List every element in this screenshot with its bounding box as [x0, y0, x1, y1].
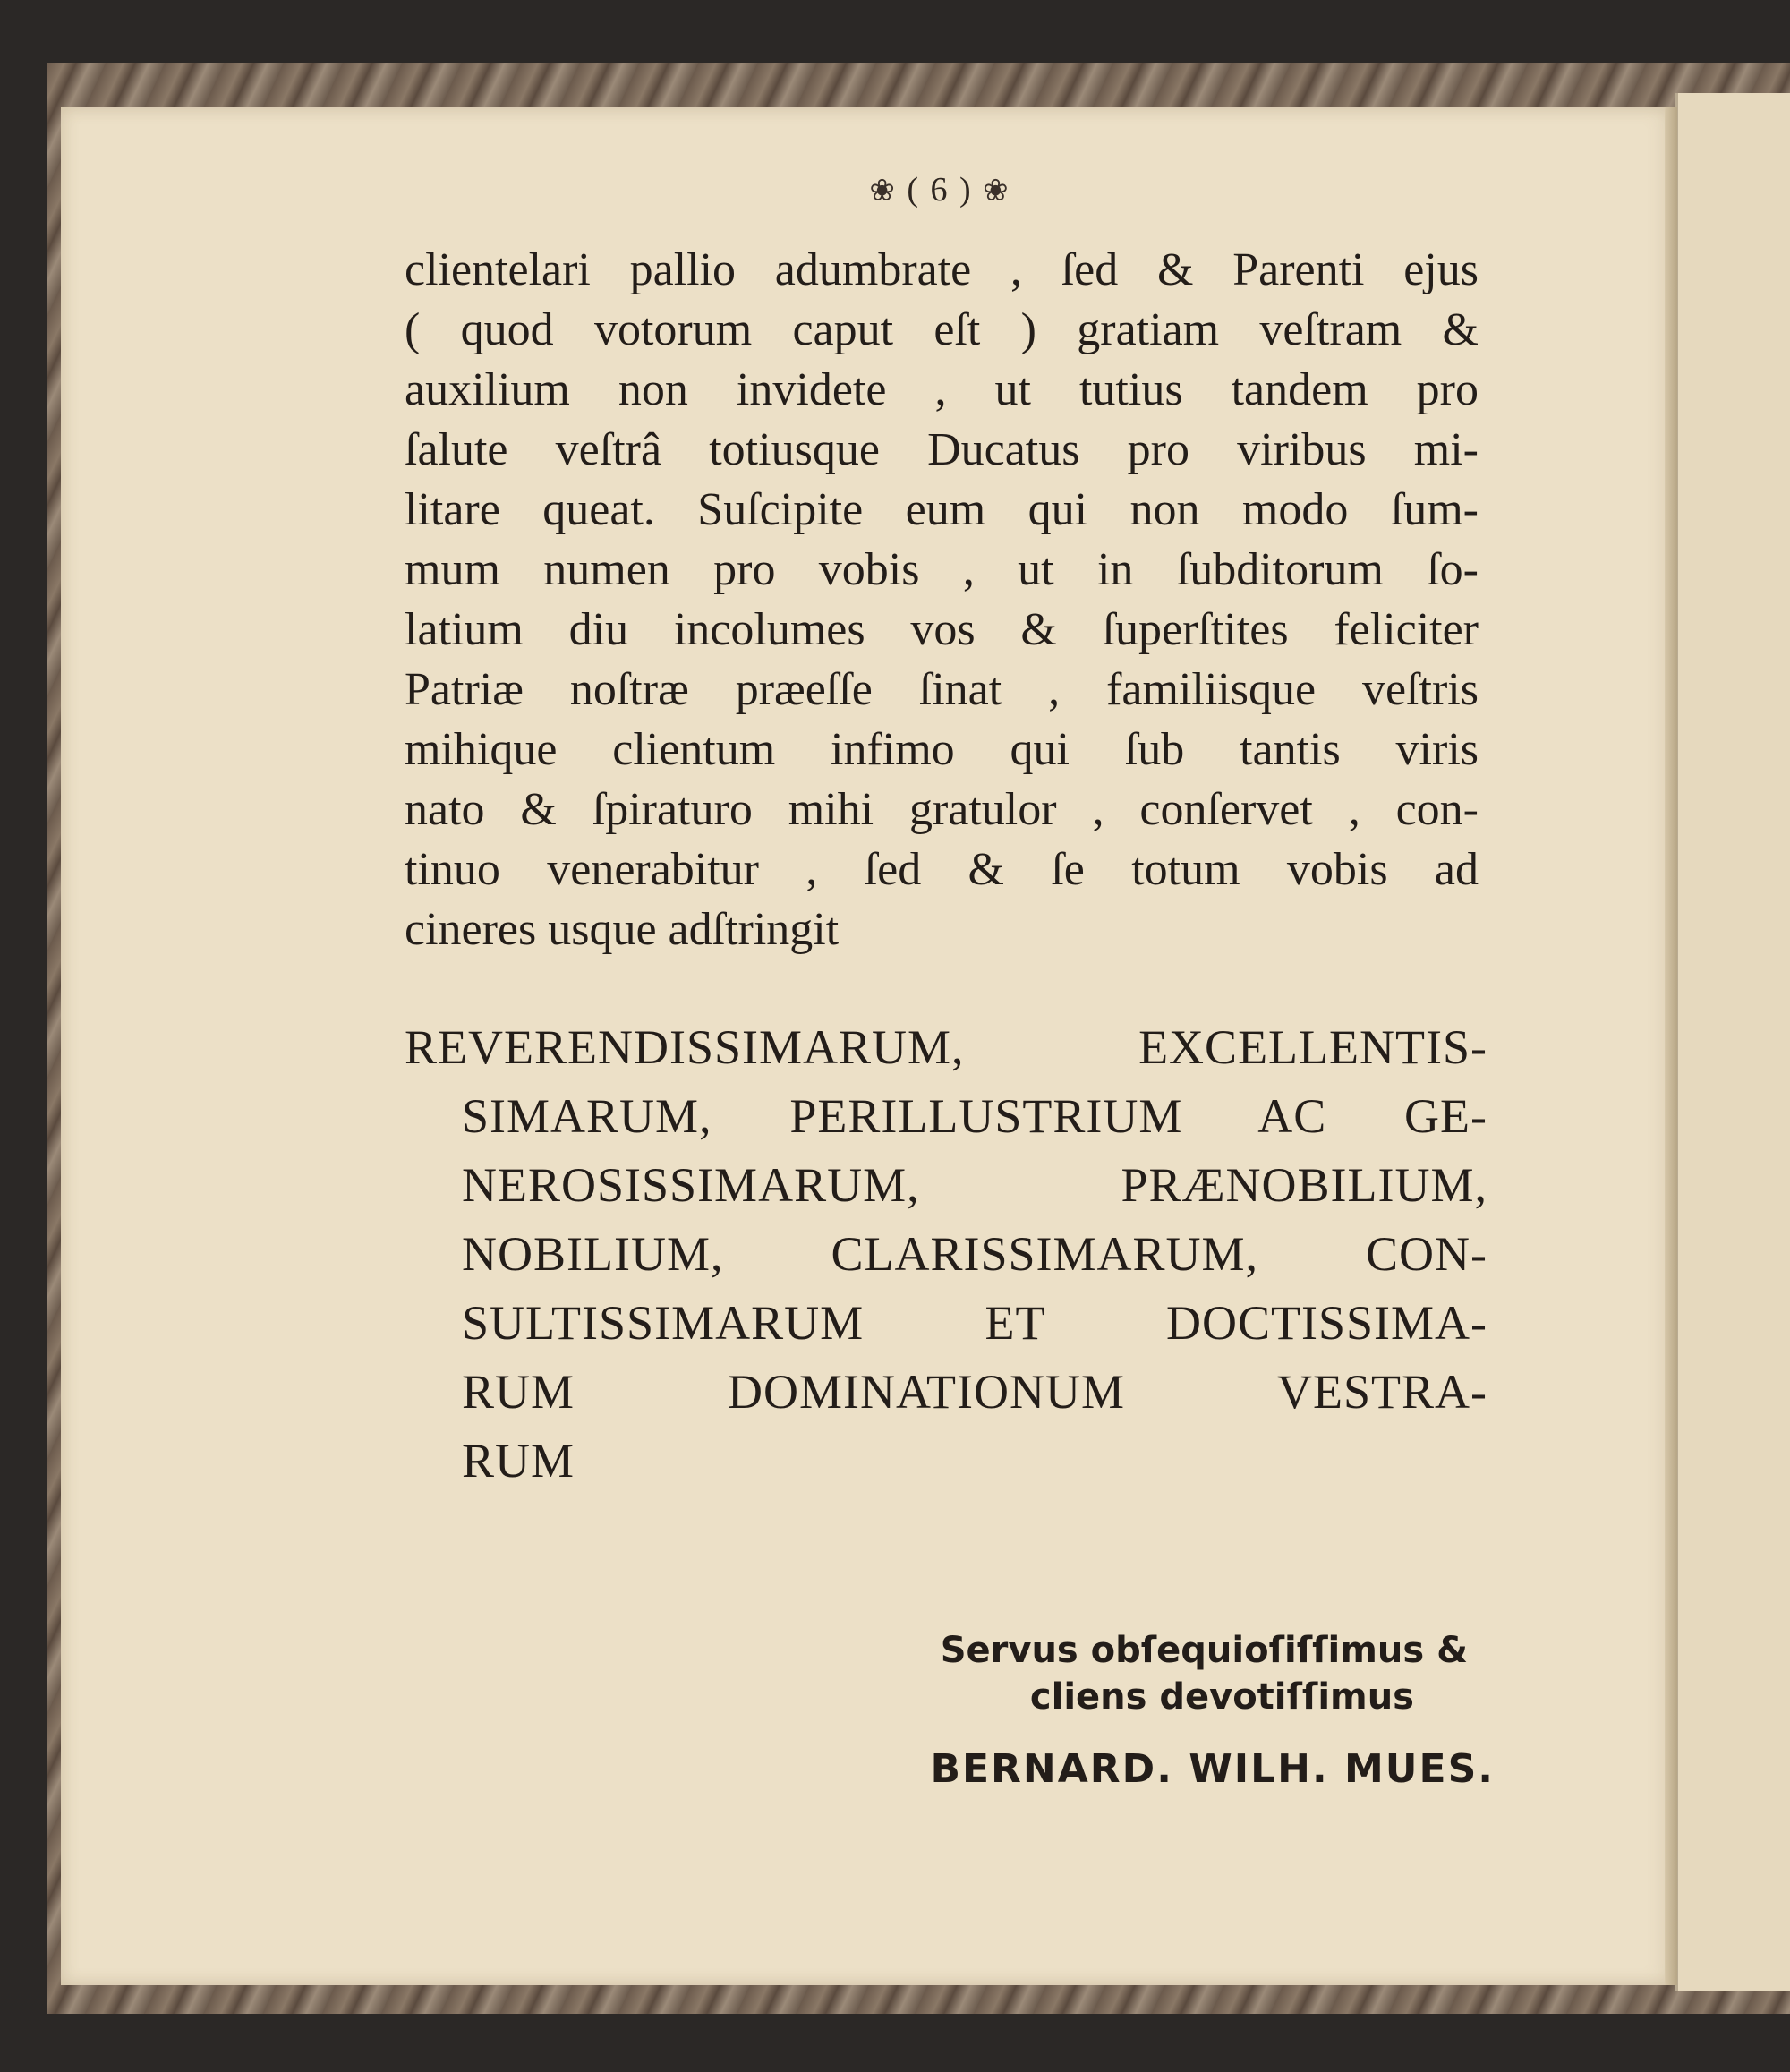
body-line: nato & ſpiraturo mihi gratulor , conſervet , con-: [405, 784, 1479, 835]
page-number: ( 6 ): [907, 171, 973, 209]
left-ornament-icon: ❀: [869, 175, 897, 208]
book-gutter: [1665, 107, 1677, 1985]
address-line: RUM: [462, 1434, 575, 1488]
author-name: BERNARD. WILH. MUES.: [930, 1746, 1495, 1792]
address-line: NOBILIUM, CLARISSIMARUM, CON-: [462, 1227, 1487, 1281]
right-ornament-icon: ❀: [983, 175, 1010, 208]
body-line: latium diu incolumes vos & ſuperſtites feliciter: [405, 604, 1479, 655]
address-line: SULTISSIMARUM ET DOCTISSIMA-: [462, 1296, 1487, 1350]
address-line: SIMARUM, PERILLUSTRIUM AC GE-: [462, 1089, 1487, 1143]
signature-block: [886, 1627, 1495, 1801]
body-line: ( quod votorum caput eſt ) gratiam veſtram &: [405, 304, 1479, 355]
body-line: litare queat. Suſcipite eum qui non modo ſum-: [405, 484, 1479, 535]
formal-address: [405, 1013, 1487, 1496]
body-line: clientelari pallio adumbrate , ſed & Parenti ejus: [405, 244, 1479, 295]
signature-line: Servus obſequioſiſſimus &: [940, 1630, 1468, 1671]
page-header: [823, 170, 1056, 209]
body-line: mum numen pro vobis , ut in ſubditorum ſo-: [405, 544, 1479, 595]
address-line: RUM DOMINATIONUM VESTRA-: [462, 1365, 1487, 1419]
body-line: auxilium non invidete , ut tutius tandem pro: [405, 364, 1479, 415]
body-line: ſalute veſtrâ totiusque Ducatus pro viribus mi-: [405, 424, 1479, 475]
body-line: Patriæ noſtræ præeſſe ſinat , familiisque veſtris: [405, 664, 1479, 715]
signature-line: cliens devotiſſimus: [1029, 1676, 1414, 1718]
body-line: tinuo venerabitur , ſed & ſe totum vobis ad: [405, 844, 1479, 895]
address-line: NEROSISSIMARUM, PRÆNOBILIUM,: [462, 1158, 1487, 1212]
address-line: REVERENDISSIMARUM, EXCELLENTIS-: [405, 1020, 1487, 1074]
body-line: mihique clientum infimo qui ſub tantis viris: [405, 724, 1479, 775]
facing-page: [1675, 93, 1790, 1991]
body-paragraph: [405, 240, 1479, 959]
body-line: cineres usque adſtringit: [405, 904, 840, 955]
